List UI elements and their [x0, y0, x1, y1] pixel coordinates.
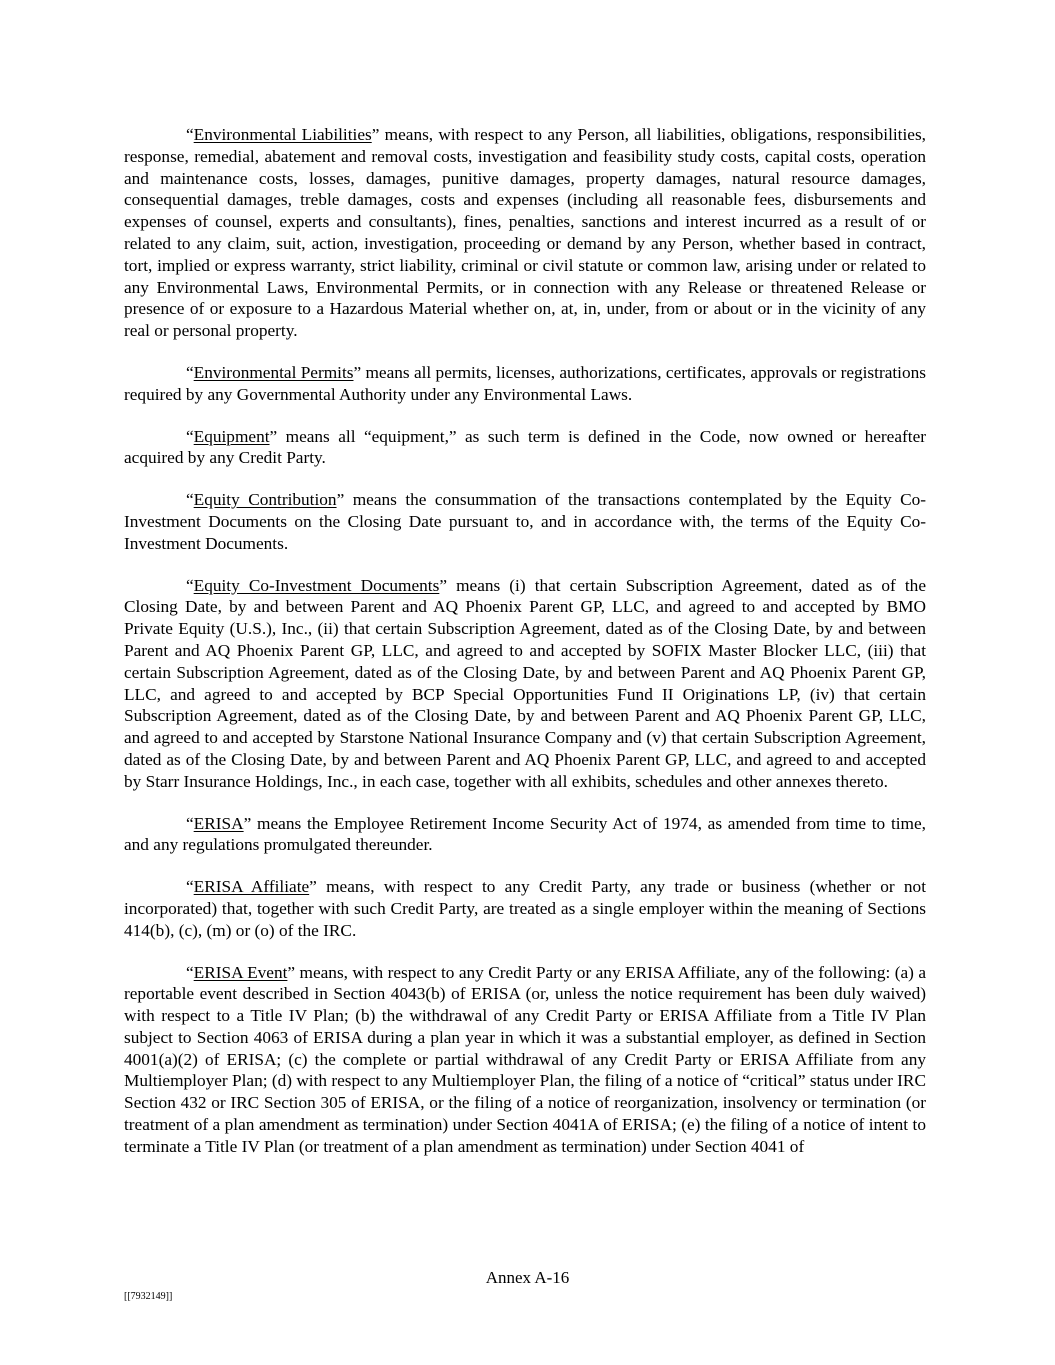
defined-term: ERISA: [193, 813, 244, 833]
definition-equipment: “Equipment” means all “equipment,” as such term is defined in the Code, now owned or hereafter acquired by any Credit Party.: [124, 426, 926, 468]
definition-environmental-liabilities: “Environmental Liabilities” means, with respect to any Person, all liabilities, obligations, responsibilities, response, remedial, abatement and removal costs, investigation and feasibility study costs, capital costs, operation and maintenance costs, losses, damages, punitive damages, property damages, natural resource damages, consequential damages, treble damages, costs and expenses (including all reasonable fees, disbursements and expenses of counsel, experts and consultants), fines, penalties, sanctions and interest incurred as a result of or related to any claim, suit, action, investigation, proceeding or demand by any Person, whether based in contract, tort, implied or express warranty, strict liability, criminal or civil statute or common law, arising under or related to any Environmental Laws, Environmental Permits, or in connection with any Release or threatened Release or presence of or exposure to a Hazardous Material whether on, at, in, under, from or about or in the vicinity of any real or personal property.: [124, 125, 926, 341]
definition-text: means, with respect to any Credit Party, any trade or business (whether or not incorporated) that, together with such Credit Party, are treated as a single employer within the meaning of Sections 414(b), (c), (m) or (o) of the IRC.: [124, 877, 926, 940]
definition-equity-contribution: “Equity Contribution” means the consummation of the transactions contemplated by the Equity Co-Investment Documents on the Closing Date pursuant to, and in accordance with, the terms of the Equity Co-Investment Documents.: [124, 490, 926, 553]
defined-term: Equipment: [193, 426, 270, 446]
defined-term: Equity Contribution: [193, 490, 337, 510]
definition-erisa-event: “ERISA Event” means, with respect to any Credit Party or any ERISA Affiliate, any of the following: (a) a reportable event described in Section 4043(b) of ERISA (or, unless the notice requirement has been duly waived) with respect to a Title IV Plan; (b) the withdrawal of any Credit Party or ERISA Affiliate from a Title IV Plan subject to Section 4063 of ERISA during a plan year in which it was a substantial employer, as defined in Section 4001(a)(2) of ERISA; (c) the complete or partial withdrawal of any Credit Party or ERISA Affiliate from any Multiemployer Plan; (d) with respect to any Multiemployer Plan, the filing of a notice of “critical” status under IRC Section 432 or IRC Section 305 of ERISA, or the filing of a notice of reorganization, insolvency or termination (or treatment of a plan amendment as termination) under Section 4041A of ERISA; (e) the filing of a notice of intent to terminate a Title IV Plan (or treatment of a plan amendment as termination) under Section 4041 of: [124, 962, 927, 1156]
definition-text: means the consummation of the transactions contemplated by the Equity Co-Investment Documents on the Closing Date pursuant to, and in accordance with, the terms of the Equity Co-Investment Documents.: [124, 490, 926, 553]
defined-term: ERISA Affiliate: [193, 877, 310, 897]
definition-text: means all permits, licenses, authorizations, certificates, approvals or registrations required by any Governmental Authority under any Environmental Laws.: [124, 362, 926, 404]
definition-text: means, with respect to any Credit Party or any ERISA Affiliate, any of the following: (a) a reportable event described in Section 4043(b) of ERISA (or, unless the notice requirement has been duly waived) with respect to a Title IV Plan; (b) the withdrawal of any Credit Party or ERISA Affiliate from a Title IV Plan subject to Section 4063 of ERISA during a plan year in which it was a substantial employer, as defined in Section 4001(a)(2) of ERISA; (c) the complete or partial withdrawal of any Credit Party or ERISA Affiliate from any Multiemployer Plan; (d) with respect to any Multiemployer Plan, the filing of a notice of “critical” status under IRC Section 432 or IRC Section 305 of ERISA, or the filing of a notice of reorganization, insolvency or termination (or treatment of a plan amendment as termination) under Section 4041A of ERISA; (e) the filing of a notice of intent to terminate a Title IV Plan (or treatment of a plan amendment as termination) under Section 4041 of: [124, 962, 927, 1156]
defined-term: Equity Co-Investment Documents: [193, 575, 440, 595]
definition-text: means all “equipment,” as such term is defined in the Code, now owned or hereafter acquired by any Credit Party.: [124, 426, 926, 468]
defined-term: Environmental Permits: [193, 362, 354, 382]
definition-environmental-permits: “Environmental Permits” means all permits, licenses, authorizations, certificates, approvals or registrations required by any Governmental Authority under any Environmental Laws.: [124, 362, 926, 404]
definition-text: means (i) that certain Subscription Agreement, dated as of the Closing Date, by and between Parent and AQ Phoenix Parent GP, LLC, and agreed to and accepted by BMO Private Equity (U.S.), Inc., (ii) that certain Subscription Agreement, dated as of the Closing Date, by and between Parent and AQ Phoenix Parent GP, LLC, and agreed to and accepted by SOFIX Master Blocker LLC, (iii) that certain Subscription Agreement, dated as of the Closing Date, by and between Parent and AQ Phoenix Parent GP, LLC, and agreed to and accepted by BCP Special Opportunities Fund II Originations LP, (iv) that certain Subscription Agreement, dated as of the Closing Date, by and between Parent and AQ Phoenix Parent GP, LLC, and agreed to and accepted by Starstone National Insurance Company and (v) that certain Subscription Agreement, dated as of the Closing Date, by and between Parent and AQ Phoenix Parent GP, LLC, and agreed to and accepted by Starr Insurance Holdings, Inc., in each case, together with all exhibits, schedules and other annexes thereto.: [124, 575, 926, 791]
definition-erisa-affiliate: “ERISA Affiliate” means, with respect to any Credit Party, any trade or business (whether or not incorporated) that, together with such Credit Party, are treated as a single employer within the meaning of Sections 414(b), (c), (m) or (o) of the IRC.: [124, 877, 926, 940]
defined-term: ERISA Event: [193, 962, 288, 982]
defined-term: Environmental Liabilities: [193, 125, 372, 144]
page-footer-label: Annex A-16: [485, 1268, 570, 1287]
definition-equity-co-investment-documents: “Equity Co-Investment Documents” means (i) that certain Subscription Agreement, dated as of the Closing Date, by and between Parent and AQ Phoenix Parent GP, LLC, and agreed to and accepted by BMO Private Equity (U.S.), Inc., (ii) that certain Subscription Agreement, dated as of the Closing Date, by and between Parent and AQ Phoenix Parent GP, LLC, and agreed to and accepted by SOFIX Master Blocker LLC, (iii) that certain Subscription Agreement, dated as of the Closing Date, by and between Parent and AQ Phoenix Parent GP, LLC, and agreed to and accepted by BCP Special Opportunities Fund II Originations LP, (iv) that certain Subscription Agreement, dated as of the Closing Date, by and between Parent and AQ Phoenix Parent GP, LLC, and agreed to and accepted by Starstone National Insurance Company and (v) that certain Subscription Agreement, dated as of the Closing Date, by and between Parent and AQ Phoenix Parent GP, LLC, and agreed to and accepted by Starr Insurance Holdings, Inc., in each case, together with all exhibits, schedules and other annexes thereto.: [124, 575, 926, 791]
definition-text: means the Employee Retirement Income Security Act of 1974, as amended from time to time, and any regulations promulgated thereunder.: [124, 813, 926, 855]
document-body: [124, 124, 926, 1178]
definition-text: means, with respect to any Person, all liabilities, obligations, responsibilities, response, remedial, abatement and removal costs, investigation and feasibility study costs, capital costs, operation and maintenance costs, losses, damages, punitive damages, property damages, natural resource damages, consequential damages, treble damages, costs and expenses (including all reasonable fees, disbursements and expenses of counsel, experts and consultants), fines, penalties, sanctions and interest incurred as a result of or related to any claim, suit, action, investigation, proceeding or demand by any Person, whether based in contract, tort, implied or express warranty, strict liability, criminal or civil statute or common law, arising under or related to any Environmental Laws, Environmental Permits, or in connection with any Release or threatened Release or presence of or exposure to a Hazardous Material whether on, at, in, under, from or about or in the vicinity of any real or personal property.: [124, 125, 926, 341]
definition-erisa: “ERISA” means the Employee Retirement Income Security Act of 1974, as amended from time to time, and any regulations promulgated thereunder.: [124, 813, 926, 855]
document-id: [[7932149]]: [124, 1291, 173, 1302]
